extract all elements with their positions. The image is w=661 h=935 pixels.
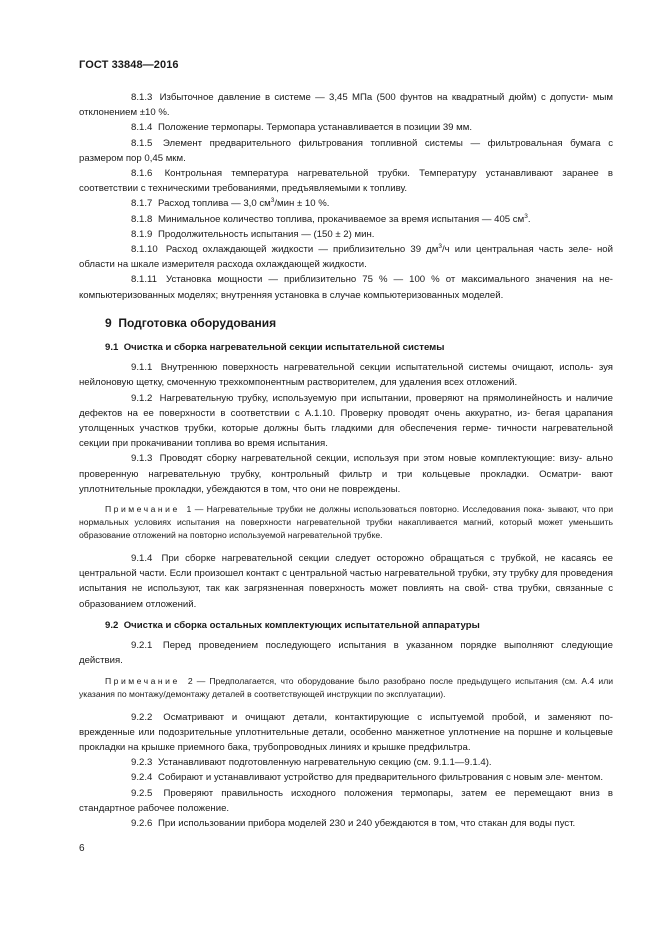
subsection-heading-9-1: 9.1 Очистка и сборка нагревательной секции испытательной системы <box>105 342 445 354</box>
paragraph-9-1-3: 9.1.3 Проводят сборку нагревательной секции, используя при этом новые комплектующие: визу- ально проверенную нагревательную трубку, контрольный фильтр и три кольцевые прокладки. Осматри- вают уплотнительные прокладки, убеждаются в том, что они не повреждены. <box>79 453 614 495</box>
paragraph-8-1-9: 8.1.9 Продолжительность испытания — (150 ± 2) мин. <box>131 228 375 240</box>
paragraph-8-1-10: 8.1.10 Расход охлаждающей жидкости — приблизительно 39 $дм^3/ч$ или центральная часть зеле- ной области на шкале измерителя расхода охлаждающей жидкости. <box>79 242 613 271</box>
note-2: Примечание 2 — Предполагается, что оборудование было разобрано после предыдущего испытания (см. А.4 или указания по монтажу/демонтажу деталей в соответствующей инструкции по эксплуатации). <box>79 675 614 699</box>
paragraph-9-2-1: 9.2.1 Перед проведением последующего испытания в указанном порядке выполняют следующие действия. <box>79 640 613 667</box>
document-body <box>79 90 613 831</box>
paragraph-9-1-1: 9.1.1 Внутреннюю поверхность нагревательной секции испытательной системы очищают, исполь- зуя нейлоновую щетку, смоченную трехкомпонентным растворителем, для удаления всех отложений. <box>79 362 614 389</box>
paragraph-9-1-2: 9.1.2 Нагревательную трубку, используемую при испытании, проверяют на прямолинейность и наличие дефектов на ее поверхности в соответствии с А.1.10. Проверку проводят очень аккуратно, из- бегая царапания утолщенных участков трубки, которые должны быть гладкими для обеспечения герме- тичности нагревательной секции при прокачивании топлива во время испытания. <box>79 392 613 450</box>
page-number: 6 <box>79 843 85 854</box>
paragraph-8-1-8: 8.1.8 Минимальное количество топлива, прокачиваемое за время испытания — 405 $см^3$. <box>131 212 531 225</box>
subsection-heading-9-2: 9.2 Очистка и сборка остальных комплектующих испытательной аппаратуры <box>105 619 480 631</box>
paragraph-8-1-4: 8.1.4 Положение термопары. Термопара устанавливается в позиции 39 мм. <box>131 122 473 134</box>
paragraph-9-2-5: 9.2.5 Проверяют правильность исходного положения термопары, затем ее перемещают вниз в стандартное рабочее положение. <box>79 787 614 814</box>
paragraph-9-2-4: 9.2.4 Собирают и устанавливают устройство для предварительного фильтрования с новым эле- ментом. <box>131 772 604 784</box>
paragraph-8-1-6: 8.1.6 Контрольная температура нагревательной трубки. Температуру устанавливают заранее в соответствии с техническими требованиями, предъявляемыми к топливу. <box>79 168 613 195</box>
paragraph-8-1-3: 8.1.3 Избыточное давление в системе — 3,45 МПа (500 фунтов на квадратный дюйм) с допусти- мым отклонением ±10 %. <box>79 92 614 119</box>
note-1: Примечание 1 — Нагревательные трубки не должны использоваться повторно. Исследования пока- зывают, что при нормальных условиях испытания на поверхности нагревательной трубки накапливается магний, который может уменьшить образование отложений на повторно используемой нагревательной трубке. <box>79 504 613 541</box>
paragraph-9-2-2: 9.2.2 Осматривают и очищают детали, контактирующие с испытуемой пробой, и заменяют по- врежденные или подозрительные уплотнительные детали, особенно манжетное уплотнение на поршне и кольцевые прокладки на крышке приемного бака, трубопроводных линиях и крышке предфильтра. <box>79 711 613 753</box>
paragraph-9-2-3: 9.2.3 Устанавливают подготовленную нагревательную секцию (см. 9.1.1—9.1.4). <box>131 757 492 769</box>
paragraph-8-1-7: 8.1.7 Расход топлива — 3,0 $см^3$/мин ± 10 %. <box>131 197 330 210</box>
paragraph-9-1-4: 9.1.4 При сборке нагревательной секции следует осторожно обращаться с трубкой, не касаясь ее центральной части. Если произошел контакт с центральной частью нагревательной трубки, эту трубку для проведения испытания не используют, так как загрязненная поверхность может повлиять на свой- ства трубки, связанные с образованием отложений. <box>79 553 614 610</box>
document-header: ГОСТ 33848—2016 <box>79 59 179 71</box>
paragraph-8-1-11: 8.1.11 Установка мощности — приблизительно 75 % — 100 % от максимального значения на не- компьютеризованных моделях; внутренняя установка в случае компьютеризованных моделей. <box>79 274 613 301</box>
paragraph-9-2-6: 9.2.6 При использовании прибора моделей 230 и 240 убеждаются в том, что стакан для воды пуст. <box>131 817 576 829</box>
paragraph-8-1-5: 8.1.5 Элемент предварительного фильтрования топливной системы — фильтровальная бумага с размером пор 0,45 мкм. <box>79 137 613 164</box>
section-heading-9: 9 Подготовка оборудования <box>105 315 277 330</box>
